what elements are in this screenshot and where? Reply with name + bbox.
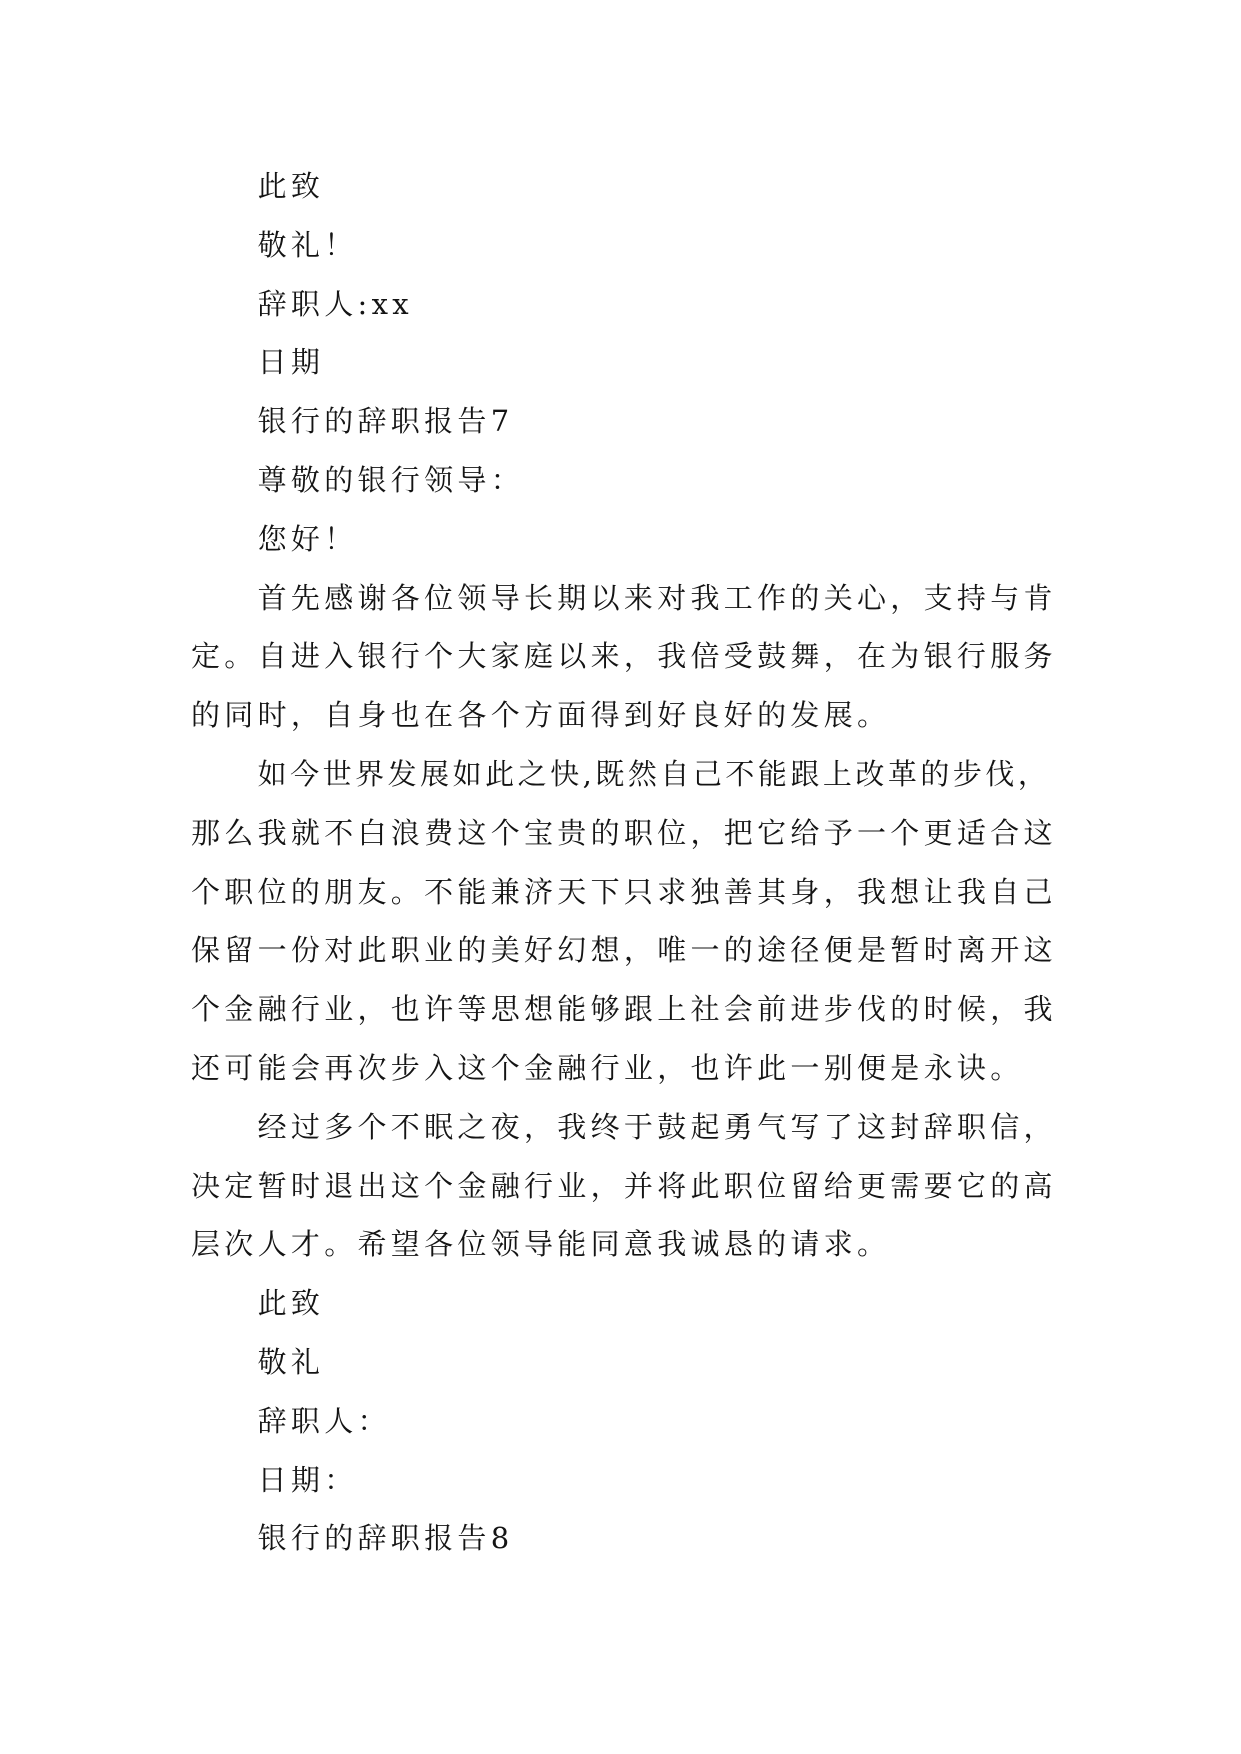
paragraph-line: 层次人才。希望各位领导能同意我诚恳的请求。 (191, 1227, 891, 1262)
paragraph-line: 此致 (257, 1286, 325, 1321)
paragraph-line: 的同时，自身也在各个方面得到好良好的发展。 (191, 698, 891, 733)
paragraph-line: 个金融行业，也许等思想能够跟上社会前进步伐的时候，我 (191, 992, 1057, 1027)
closing-salute (191, 216, 1057, 275)
paragraph-line: 银行的辞职报告7 (257, 404, 514, 439)
date-line (191, 1451, 1057, 1510)
closing-phrase (191, 157, 1057, 216)
paragraph-line: 首先感谢各位领导长期以来对我工作的关心，支持与肯 (257, 580, 1057, 615)
closing-phrase (191, 1274, 1057, 1333)
paragraph-line: 辞职人： (257, 1403, 391, 1438)
paragraph-line: 您好！ (257, 521, 358, 556)
paragraph-line: 经过多个不眠之夜，我终于鼓起勇气写了这封辞职信， (257, 1109, 1057, 1144)
body-paragraph (191, 745, 1057, 1098)
section-heading (191, 392, 1057, 451)
signature-line (191, 275, 1057, 334)
paragraph-line: 决定暂时退出这个金融行业，并将此职位留给更需要它的高 (191, 1168, 1057, 1203)
body-paragraph (191, 1098, 1057, 1274)
greeting-line (191, 510, 1057, 569)
paragraph-line: 敬礼！ (257, 227, 358, 262)
paragraph-line: 辞职人:xx (257, 286, 413, 321)
document-body (191, 157, 1057, 1568)
paragraph-line: 那么我就不白浪费这个宝贵的职位，把它给予一个更适合这 (191, 815, 1057, 850)
paragraph-line: 敬礼 (257, 1344, 325, 1379)
signature-line (191, 1392, 1057, 1451)
paragraph-line: 如今世界发展如此之快,既然自己不能跟上改革的步伐， (257, 756, 1051, 791)
paragraph-line: 还可能会再次步入这个金融行业，也许此一别便是永诀。 (191, 1050, 1024, 1085)
body-paragraph (191, 569, 1057, 745)
recipient-line (191, 451, 1057, 510)
paragraph-line: 此致 (257, 169, 325, 203)
paragraph-line: 日期 (257, 345, 325, 380)
paragraph-line: 定。自进入银行个大家庭以来，我倍受鼓舞，在为银行服务 (191, 639, 1057, 674)
paragraph-line: 尊敬的银行领导： (257, 462, 524, 497)
paragraph-line: 个职位的朋友。不能兼济天下只求独善其身，我想让我自己 (191, 874, 1057, 909)
paragraph-line: 银行的辞职报告8 (257, 1521, 514, 1556)
closing-salute (191, 1333, 1057, 1392)
paragraph-line: 日期： (257, 1462, 358, 1497)
section-heading (191, 1509, 1057, 1568)
date-line (191, 333, 1057, 392)
paragraph-line: 保留一份对此职业的美好幻想，唯一的途径便是暂时离开这 (191, 933, 1057, 968)
